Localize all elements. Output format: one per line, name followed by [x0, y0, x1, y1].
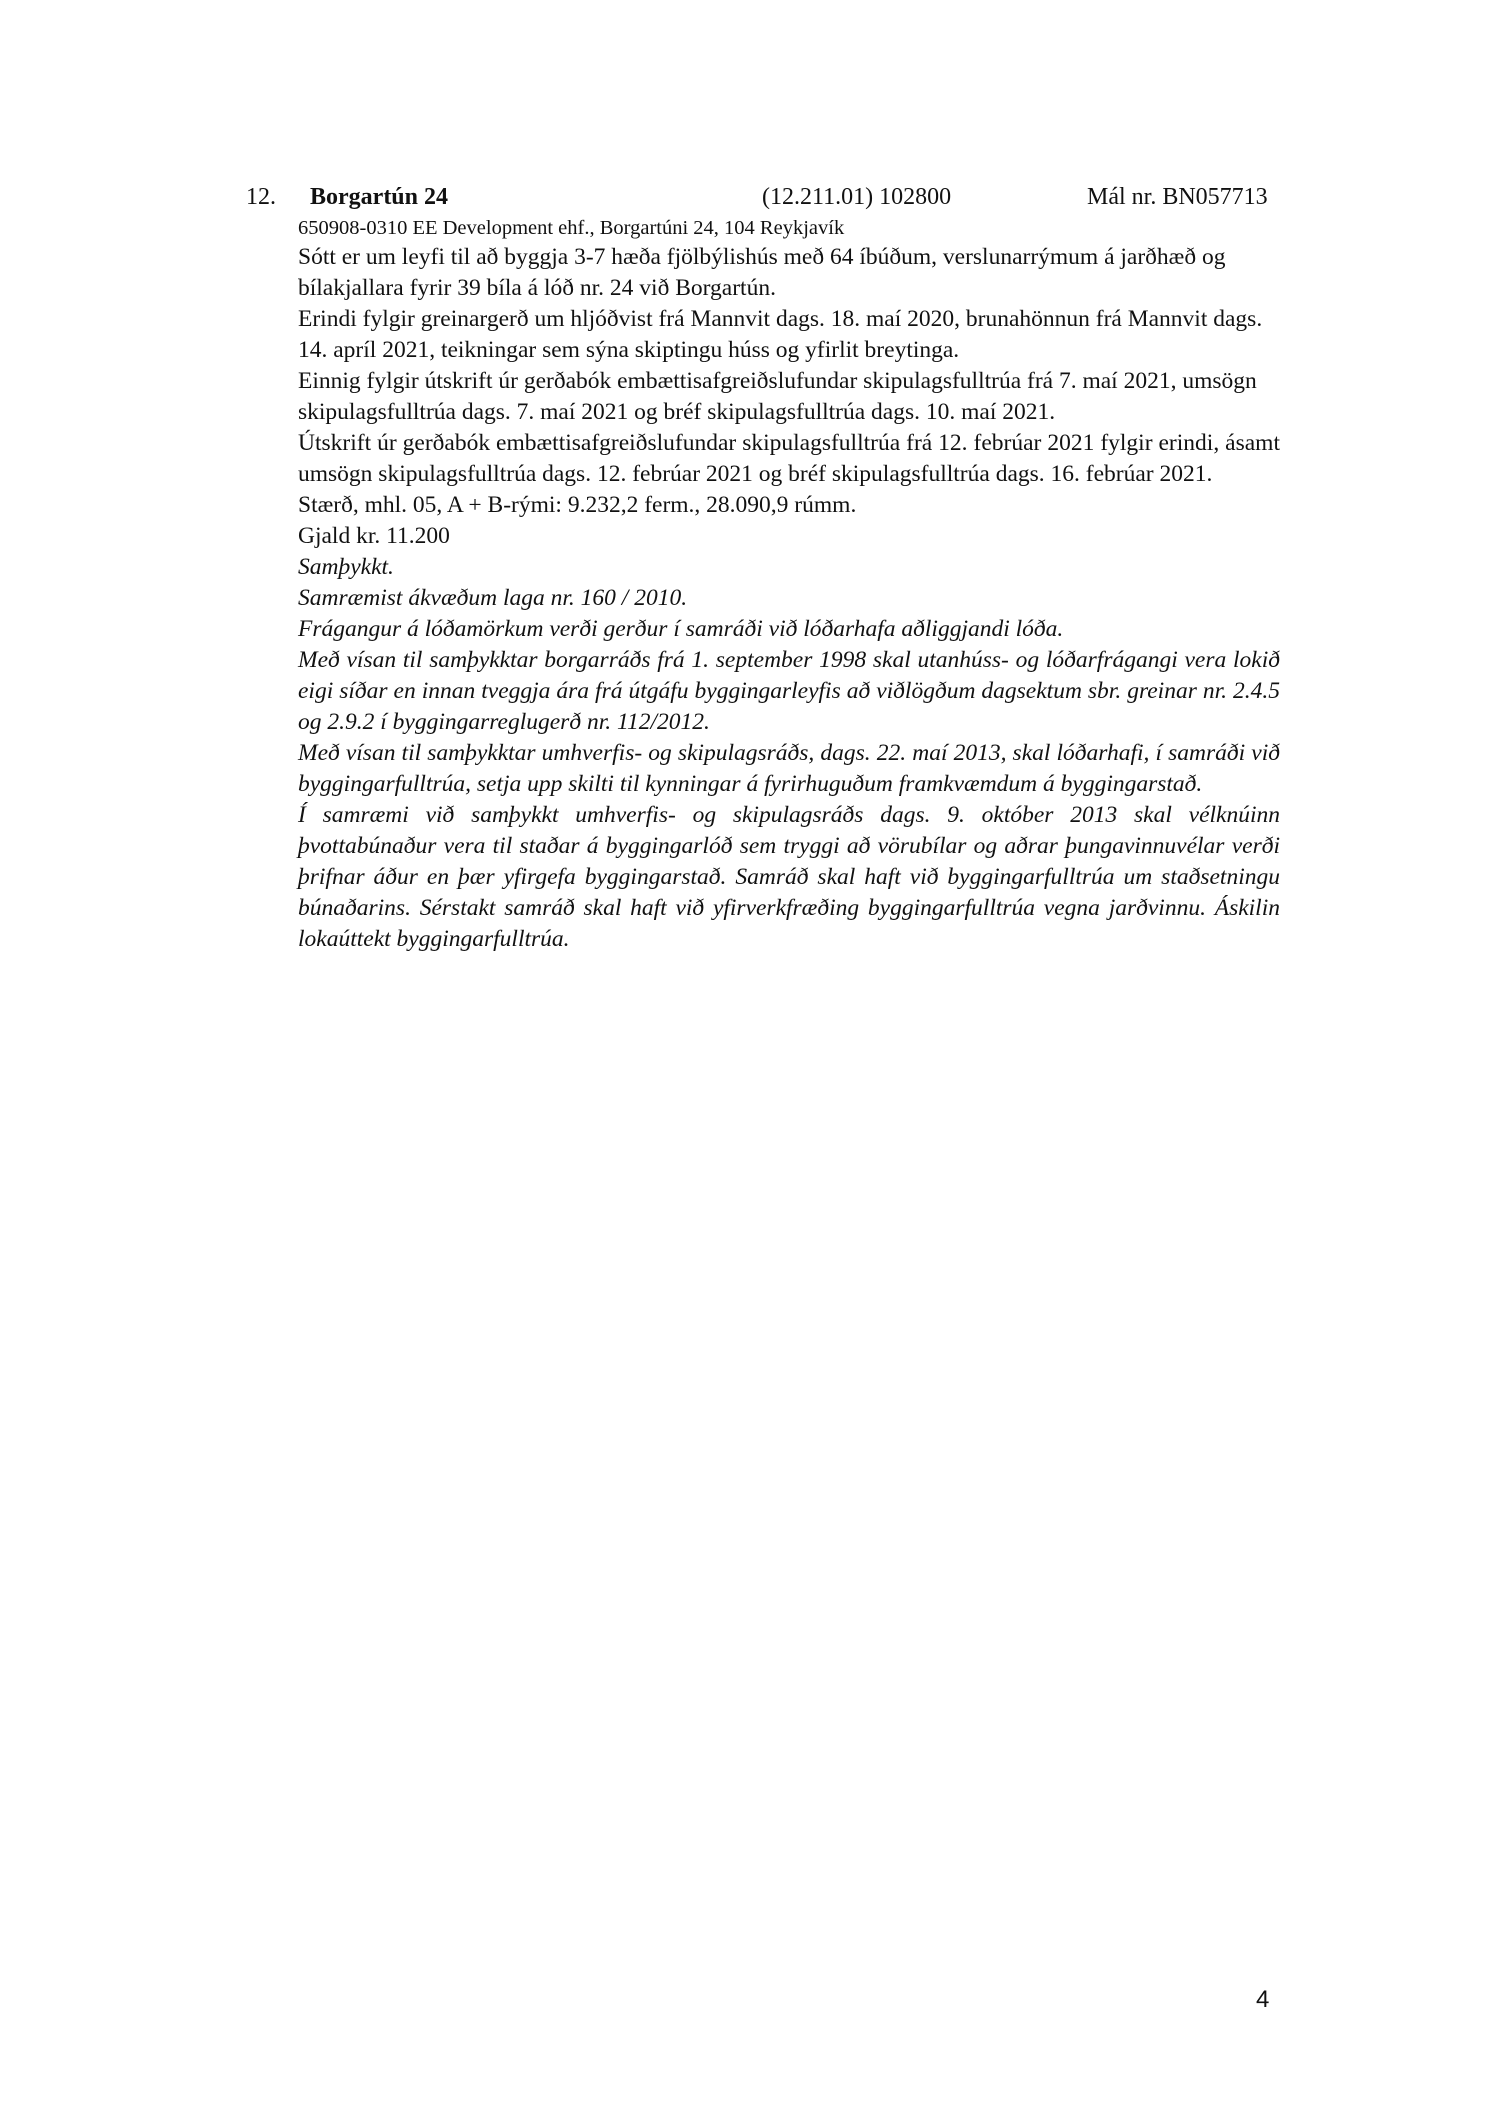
- fee-line: Gjald kr. 11.200: [298, 523, 450, 549]
- page-number: 4: [1256, 1986, 1270, 2013]
- item-body: [298, 242, 1280, 955]
- size-line: Stærð, mhl. 05, A + B-rými: 9.232,2 ferm., 28.090,9 rúmm.: [298, 492, 857, 518]
- applicant-line: 650908-0310 EE Development ehf., Borgartúni 24, 104 Reykjavík: [298, 217, 845, 239]
- item-address: Borgartún 24: [310, 184, 448, 210]
- law-line: Samræmist ákvæðum laga nr. 160 / 2010.: [298, 585, 688, 611]
- case-number: Mál nr. BN057713: [1087, 184, 1268, 210]
- wheel-wash-paragraph: Í samræmi við samþykkt umhverfis- og skipulagsráðs dags. 9. október 2013 skal vélknúinn þvottabúnaður vera til staðar á byggingarlóð sem tryggi að vörubílar og aðrar þungavinnuvélar verði þrifnar áður en þær yfirgefa byggingarstað. Samráð skal haft við byggingarfulltrúa um staðsetningu búnaðarins. Sérstakt samráð skal haft við yfirverkfræðing byggingarfulltrúa vegna jarðvinnu. Áskilin lokaúttekt byggingarfulltrúa.: [298, 802, 1280, 952]
- signage-paragraph: Með vísan til samþykktar umhverfis- og skipulagsráðs, dags. 22. maí 2013, skal lóðarhafi, í samráði við byggingarfulltrúa, setja upp skilti til kynningar á fyrirhuguðum framkvæmdum á byggingarstað.: [298, 740, 1280, 797]
- land-number: (12.211.01) 102800: [762, 184, 952, 210]
- extract-feb-paragraph: Útskrift úr gerðabók embættisafgreiðslufundar skipulagsfulltrúa frá 12. febrúar 2021 fylgir erindi, ásamt umsögn skipulagsfulltrúa dags. 12. febrúar 2021 og bréf skipulagsfulltrúa dags. 16. febrúar 2021.: [298, 430, 1280, 487]
- extract-may-paragraph: Einnig fylgir útskrift úr gerðabók embættisafgreiðslufundar skipulagsfulltrúa frá 7. maí 2021, umsögn skipulagsfulltrúa dags. 7. maí 2021 og bréf skipulagsfulltrúa dags. 10. maí 2021.: [298, 368, 1257, 425]
- item-header: [246, 180, 1296, 214]
- application-paragraph: Sótt er um leyfi til að byggja 3-7 hæða fjölbýlishús með 64 íbúðum, verslunarrýmum á jarðhæð og bílakjallara fyrir 39 bíla á lóð nr. 24 við Borgartún.: [298, 244, 1226, 301]
- deadline-paragraph: Með vísan til samþykktar borgarráðs frá 1. september 1998 skal utanhúss- og lóðarfrágangi vera lokið eigi síðar en innan tveggja ára frá útgáfu byggingarleyfis að viðlögðum dagsektum sbr. greinar nr. 2.4.5 og 2.9.2 í byggingarreglugerð nr. 112/2012.: [298, 647, 1280, 735]
- approved-line: Samþykkt.: [298, 554, 394, 580]
- boundary-line: Frágangur á lóðamörkum verði gerður í samráði við lóðarhafa aðliggjandi lóða.: [298, 616, 1064, 642]
- attachments-paragraph: Erindi fylgir greinargerð um hljóðvist frá Mannvit dags. 18. maí 2020, brunahönnun frá Mannvit dags. 14. apríl 2021, teikningar sem sýna skiptingu húss og yfirlit breytinga.: [298, 306, 1263, 363]
- item-number: 12.: [246, 184, 276, 210]
